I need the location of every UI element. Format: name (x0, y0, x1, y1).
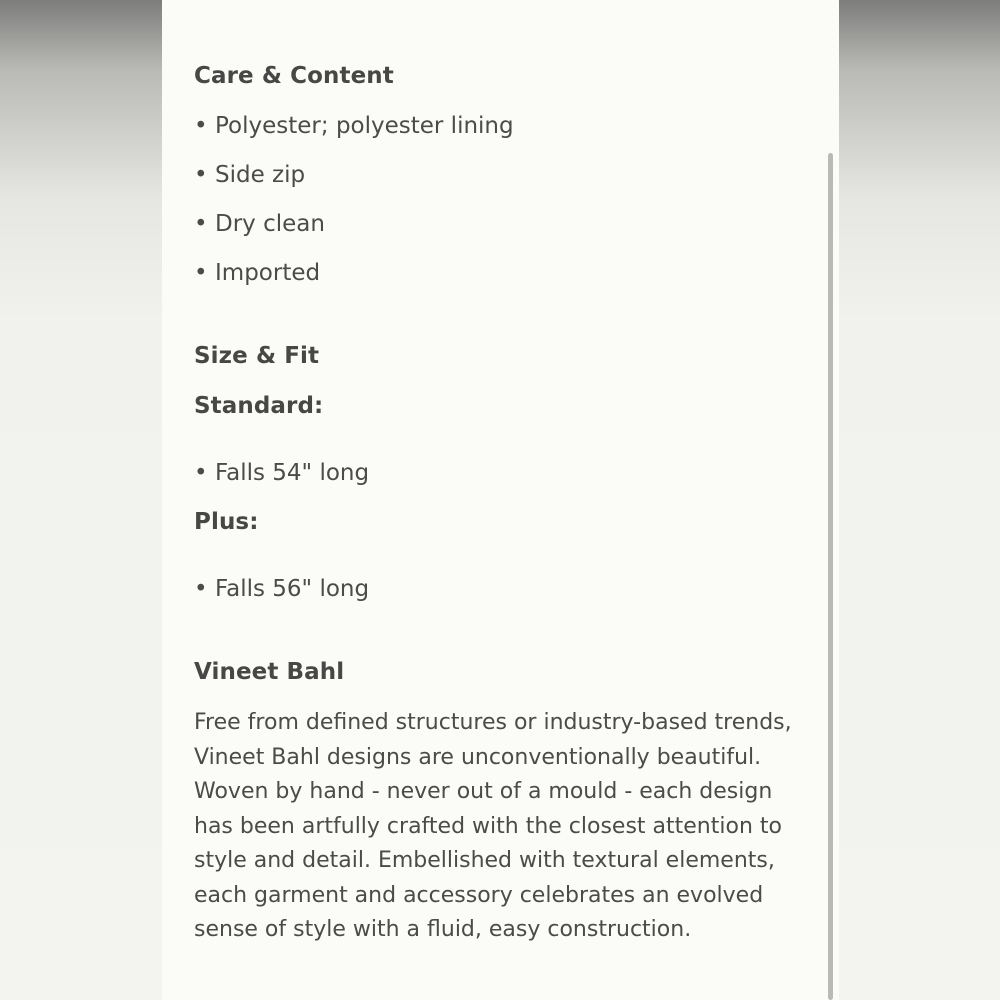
bullet-icon: • (194, 460, 208, 486)
description-line: Free from defined structures or industry-based trends, (194, 710, 792, 735)
vertical-scrollbar[interactable] (828, 153, 833, 1000)
list-item: • Falls 54" long (194, 460, 370, 486)
bullet-icon: • (194, 113, 208, 139)
right-backdrop (839, 0, 1000, 1000)
description-line: Vineet Bahl designs are unconventionally beautiful. (194, 744, 762, 770)
standard-size-label: Standard: (194, 393, 324, 419)
product-details-panel (162, 0, 839, 1000)
description-line: each garment and accessory celebrates an evolved (194, 882, 764, 908)
brand-heading: Vineet Bahl (194, 659, 345, 685)
list-item: • Dry clean (194, 211, 325, 237)
list-item: • Polyester; polyester lining (194, 113, 514, 139)
bullet-icon: • (194, 576, 208, 602)
plus-size-label: Plus: (194, 509, 259, 535)
bullet-icon: • (194, 211, 208, 237)
description-line: has been artfully crafted with the closest attention to (194, 813, 782, 839)
description-line: sense of style with a fluid, easy construction. (194, 917, 692, 942)
brand-description (194, 706, 812, 948)
description-line: Woven by hand - never out of a mould - each design (194, 779, 773, 804)
bullet-icon: • (194, 260, 208, 286)
list-item: • Falls 56" long (194, 576, 370, 602)
list-item: • Imported (194, 260, 321, 286)
bullet-icon: • (194, 162, 208, 188)
size-fit-heading: Size & Fit (194, 343, 320, 369)
list-item: • Side zip (194, 162, 306, 188)
care-content-heading: Care & Content (194, 63, 394, 89)
description-line: style and detail. Embellished with textural elements, (194, 848, 775, 873)
left-backdrop (0, 0, 162, 1000)
